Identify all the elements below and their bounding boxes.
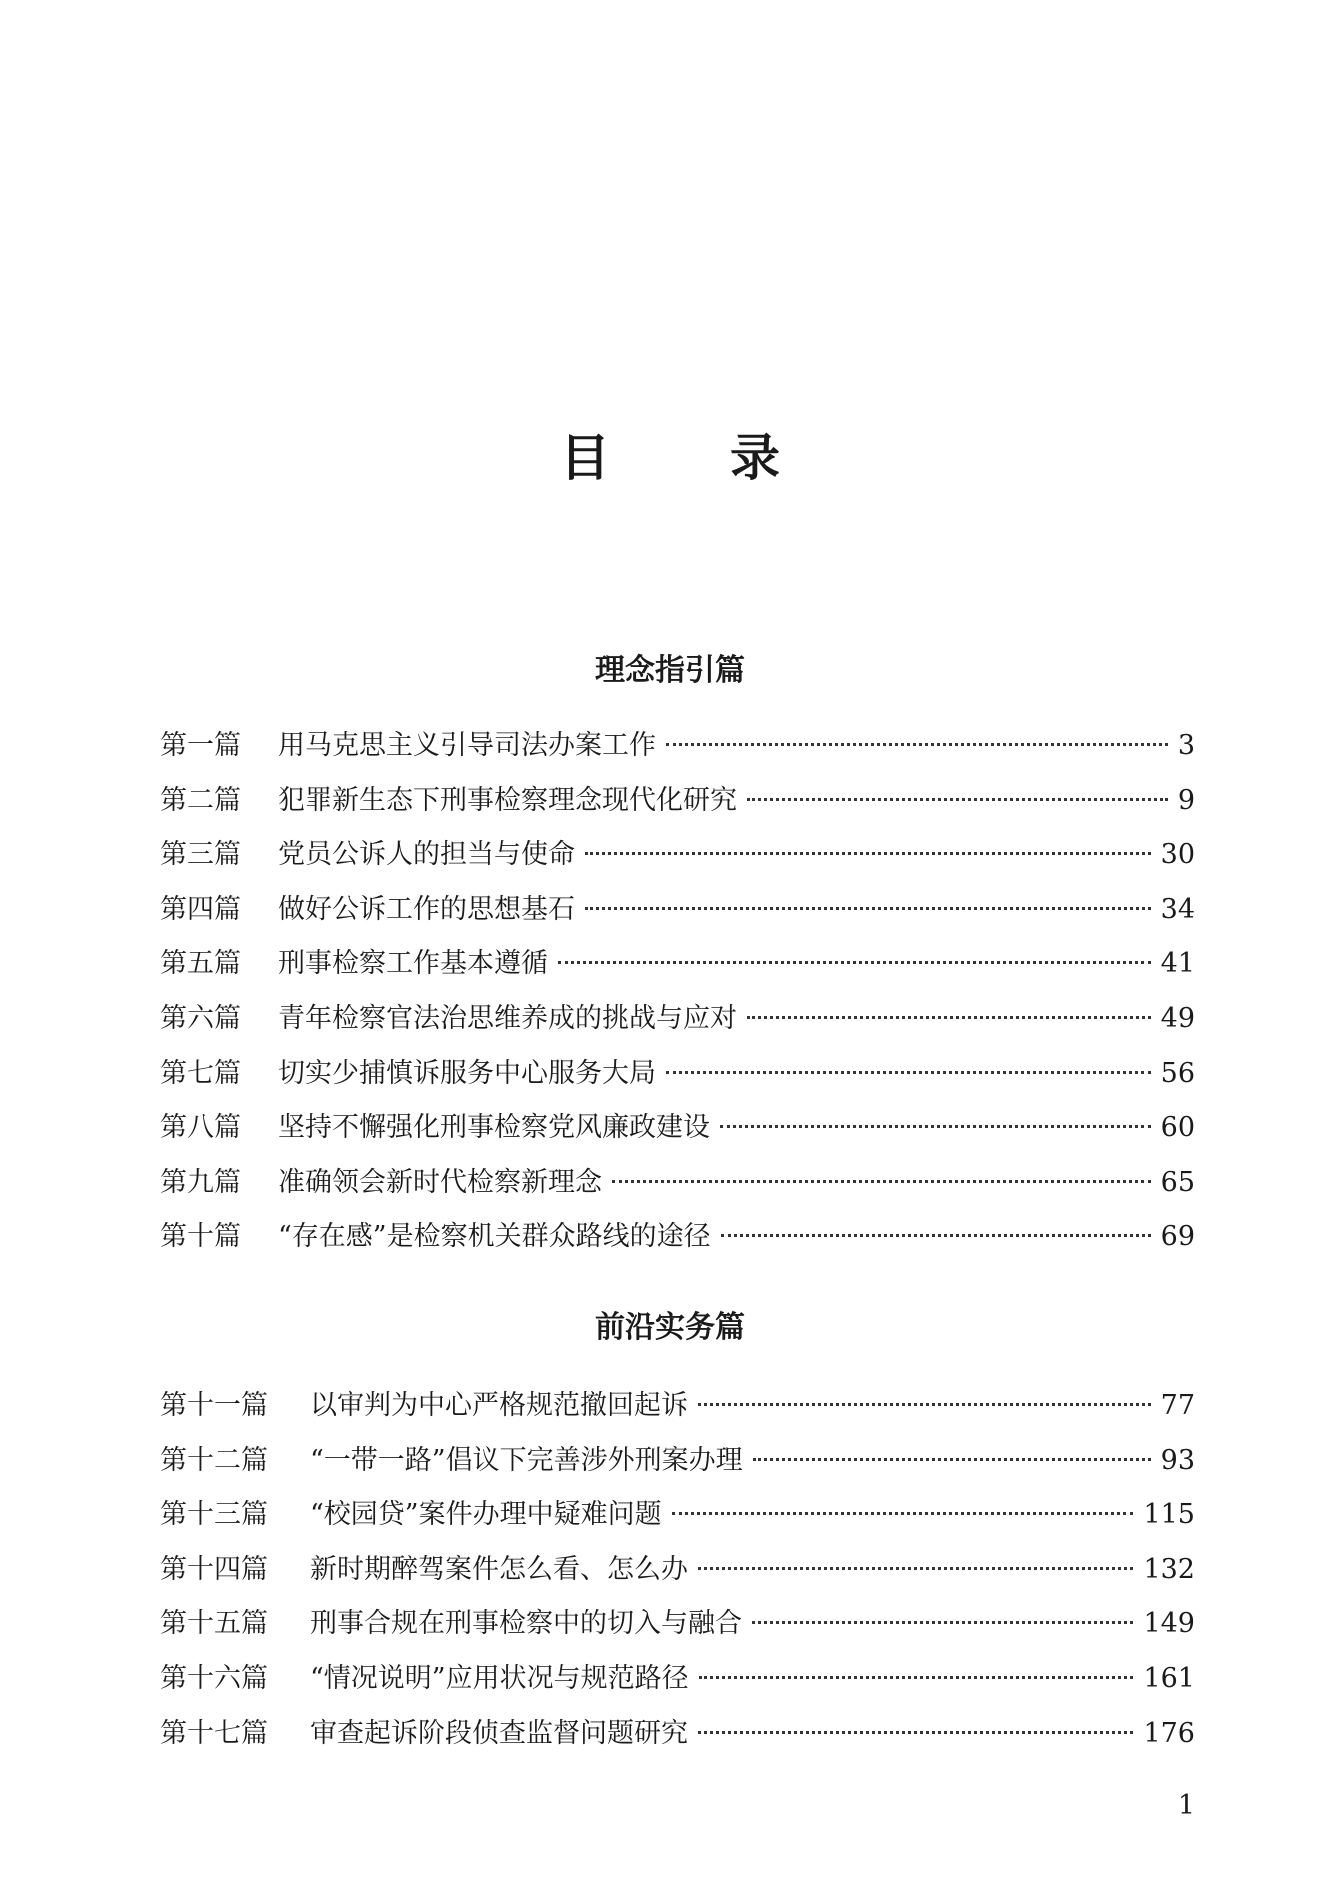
toc-entry[interactable]	[160, 1434, 1195, 1489]
dot-leader	[699, 1676, 1134, 1679]
toc-entry-title: 审查起诉阶段侦查监督问题研究	[310, 1717, 688, 1749]
toc-entry-number: 第六篇	[160, 1002, 241, 1034]
toc-entry-page: 41	[1160, 948, 1195, 980]
toc-list	[160, 1379, 1195, 1761]
toc-entry-page: 93	[1160, 1444, 1195, 1476]
toc-entry-page: 49	[1160, 1002, 1195, 1034]
toc-entry-page: 3	[1177, 730, 1195, 761]
toc-entry-title: 坚持不懈强化刑事检察党风廉政建设	[278, 1112, 710, 1144]
page-title-char-2: 录	[730, 429, 780, 487]
dot-leader	[666, 743, 1168, 746]
toc-entry-number: 第十四篇	[160, 1553, 268, 1585]
dot-leader	[747, 798, 1168, 801]
dot-leader	[721, 1234, 1151, 1237]
dot-leader	[698, 1567, 1133, 1570]
toc-entry-title: “一带一路”倡议下完善涉外刑案办理	[310, 1444, 743, 1476]
page-title	[0, 418, 1340, 490]
toc-entry-number: 第二篇	[160, 784, 241, 816]
toc-entry-page: 65	[1160, 1166, 1195, 1198]
page-number: 1	[1177, 1790, 1195, 1821]
toc-entry-number: 第四篇	[160, 893, 241, 925]
dot-leader	[752, 1621, 1133, 1624]
toc-entry[interactable]	[160, 1488, 1195, 1543]
toc-entry[interactable]	[160, 719, 1195, 774]
toc-entry-title: 青年检察官法治思维养成的挑战与应对	[278, 1002, 737, 1034]
toc-entry[interactable]	[160, 1597, 1195, 1652]
toc-entry-page: 34	[1160, 893, 1195, 925]
dot-leader	[698, 1403, 1151, 1406]
toc-entry-title: 刑事检察工作基本遵循	[278, 948, 548, 980]
toc-entry-page: 149	[1143, 1608, 1195, 1640]
toc-entry-title: 党员公诉人的担当与使命	[278, 839, 575, 871]
toc-entry-page: 161	[1143, 1662, 1195, 1694]
page-title-char-1: 目	[560, 429, 610, 487]
toc-entry-page: 30	[1160, 839, 1195, 871]
toc-entry[interactable]	[160, 1652, 1195, 1707]
dot-leader	[612, 1180, 1151, 1183]
toc-entry-page: 69	[1160, 1221, 1195, 1253]
toc-entry-title: “校园贷”案件办理中疑难问题	[310, 1499, 662, 1531]
dot-leader	[666, 1071, 1151, 1074]
dot-leader	[585, 852, 1151, 855]
toc-entry-title: “存在感”是检察机关群众路线的途径	[278, 1221, 711, 1253]
toc-entry-page: 77	[1160, 1390, 1195, 1421]
toc-list	[160, 719, 1195, 1265]
toc-entry-number: 第十篇	[160, 1221, 241, 1253]
toc-entry-number: 第十二篇	[160, 1444, 268, 1476]
toc-entry-number: 第七篇	[160, 1057, 241, 1089]
toc-entry-number: 第十七篇	[160, 1717, 268, 1749]
toc-entry-title: 用马克思主义引导司法办案工作	[278, 730, 656, 761]
toc-entry[interactable]	[160, 828, 1195, 883]
toc-entry-number: 第八篇	[160, 1112, 241, 1144]
dot-leader	[585, 907, 1151, 910]
toc-entry[interactable]	[160, 1101, 1195, 1156]
toc-entry[interactable]	[160, 1707, 1195, 1762]
dot-leader	[698, 1731, 1133, 1734]
toc-entry[interactable]	[160, 883, 1195, 938]
toc-entry-number: 第三篇	[160, 839, 241, 871]
section-heading: 前沿实务篇	[595, 1310, 745, 1345]
toc-entry[interactable]	[160, 1047, 1195, 1102]
toc-entry-number: 第九篇	[160, 1166, 241, 1198]
toc-entry-number: 第一篇	[160, 730, 241, 761]
toc-entry-title: 做好公诉工作的思想基石	[278, 893, 575, 925]
toc-entry[interactable]	[160, 774, 1195, 829]
toc-entry[interactable]	[160, 1379, 1195, 1434]
toc-entry[interactable]	[160, 1156, 1195, 1211]
dot-leader	[747, 1016, 1151, 1019]
dot-leader	[558, 961, 1151, 964]
toc-entry-number: 第十五篇	[160, 1608, 268, 1640]
toc-entry[interactable]	[160, 1543, 1195, 1598]
toc-entry[interactable]	[160, 992, 1195, 1047]
toc-entry-title: 以审判为中心严格规范撤回起诉	[310, 1390, 688, 1421]
toc-entry-page: 176	[1143, 1717, 1195, 1749]
toc-entry-title: 切实少捕慎诉服务中心服务大局	[278, 1057, 656, 1089]
toc-entry-number: 第十六篇	[160, 1662, 268, 1694]
toc-entry[interactable]	[160, 1210, 1195, 1265]
dot-leader	[753, 1458, 1151, 1461]
toc-entry-number: 第五篇	[160, 948, 241, 980]
dot-leader	[720, 1125, 1151, 1128]
toc-entry-page: 115	[1143, 1499, 1195, 1531]
toc-entry-title: 刑事合规在刑事检察中的切入与融合	[310, 1608, 742, 1640]
toc-entry-title: 准确领会新时代检察新理念	[278, 1166, 602, 1198]
toc-entry-number: 第十一篇	[160, 1390, 268, 1421]
dot-leader	[672, 1512, 1134, 1515]
toc-entry-title: “情况说明”应用状况与规范路径	[310, 1662, 689, 1694]
toc-entry-title: 新时期醉驾案件怎么看、怎么办	[310, 1553, 688, 1585]
section-heading: 理念指引篇	[595, 653, 745, 688]
toc-entry-page: 132	[1143, 1553, 1195, 1585]
toc-entry[interactable]	[160, 937, 1195, 992]
toc-entry-page: 9	[1177, 784, 1195, 816]
toc-entry-number: 第十三篇	[160, 1499, 268, 1531]
toc-entry-page: 60	[1160, 1112, 1195, 1144]
toc-entry-title: 犯罪新生态下刑事检察理念现代化研究	[278, 784, 737, 816]
toc-entry-page: 56	[1160, 1057, 1195, 1089]
